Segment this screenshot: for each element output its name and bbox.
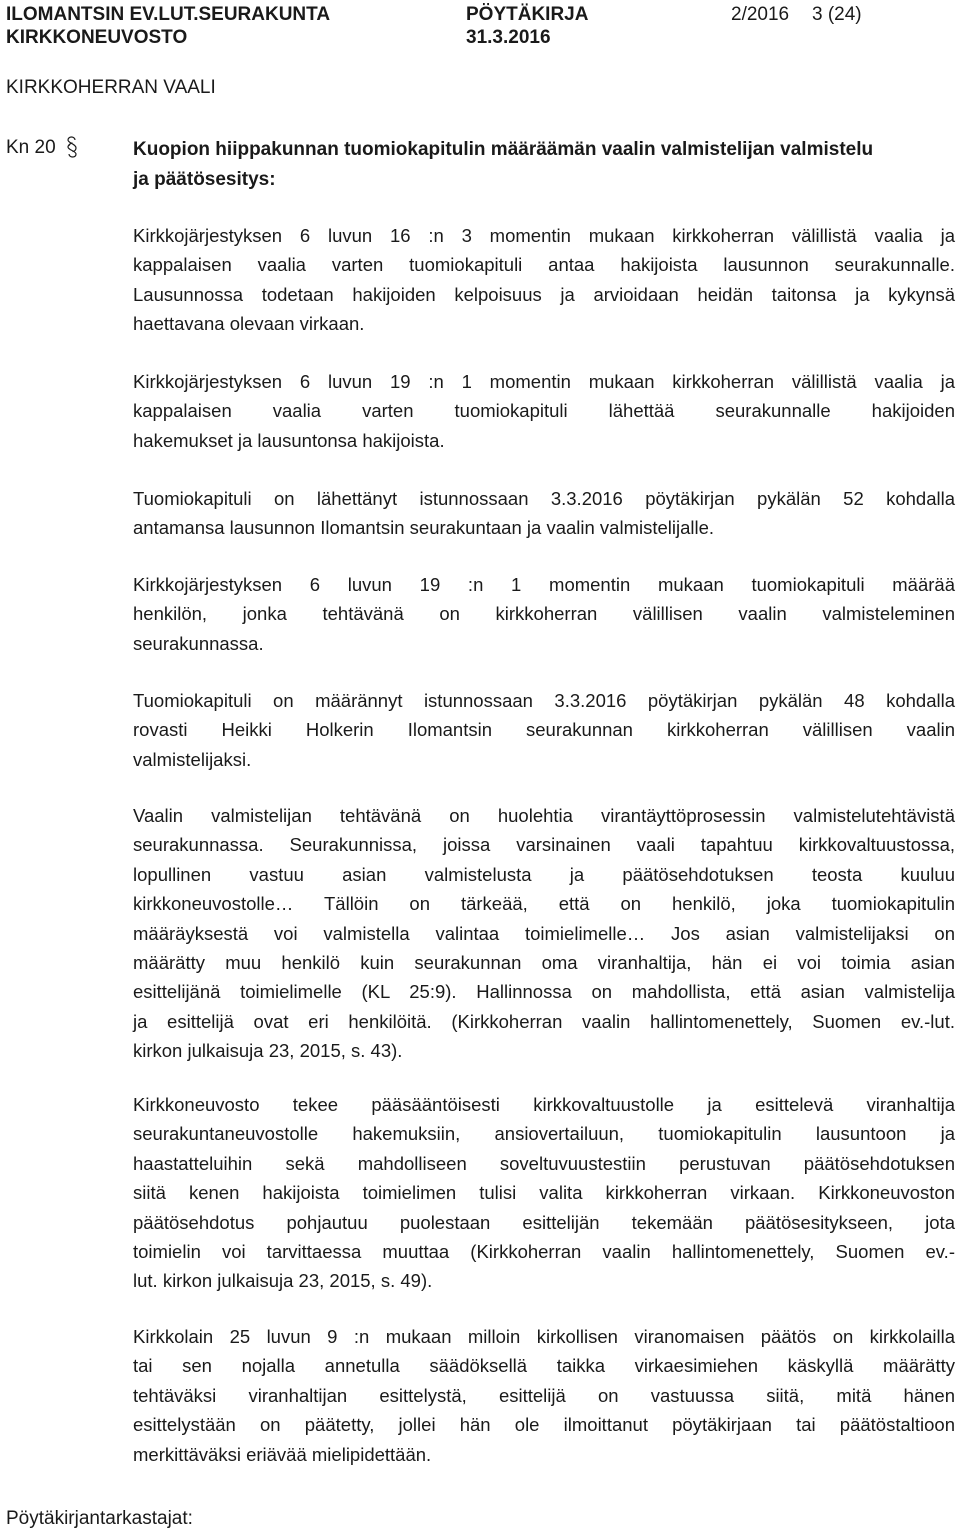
paragraph-line: Tuomiokapituli on lähettänyt istunnossaan 3.3.2016 pöytäkirjan pykälän 52 kohdalla: [133, 488, 955, 509]
paragraph: [133, 484, 955, 543]
paragraph-line: henkilön, jonka tehtävänä on kirkkoherran välillisen vaalin valmisteleminen: [133, 603, 955, 625]
meeting-date: 31.3.2016: [466, 27, 551, 48]
case-title: [133, 135, 873, 195]
paragraph-line: lopullinen vastuu asian valmistelusta ja päätösehdotuksen teosta kuuluu: [133, 863, 955, 885]
paragraph-line: Lausunnossa todetaan hakijoiden kelpoisuus ja arvioidaan heidän taitonsa ja kykynsä: [133, 283, 955, 305]
body-name: KIRKKONEUVOSTO: [6, 27, 188, 48]
paragraph-line: haettavana olevaan virkaan.: [133, 313, 365, 335]
paragraph-line: Kirkkojärjestyksen 6 luvun 16 :n 3 momentin mukaan kirkkoherran välillistä vaalia ja: [133, 225, 955, 246]
page-number: 3 (24): [812, 4, 862, 25]
paragraph-line: lut. kirkon julkaisuja 23, 2015, s. 49).: [133, 1270, 433, 1292]
paragraph-line: seurakunnassa. Seurakunnissa, joissa varsinainen vaali tapahtuu kirkkovaltuustossa,: [133, 834, 955, 856]
paragraph-line: antamansa lausunnon Ilomantsin seurakuntaan ja vaalin valmistelijalle.: [133, 517, 715, 539]
paragraph-line: Tuomiokapituli on määrännyt istunnossaan 3.3.2016 pöytäkirjan pykälän 48 kohdalla: [133, 690, 955, 711]
paragraph-line: seurakuntaneuvostolle hakemuksiin, ansiovertailuun, tuomiokapitulin lausuntoon ja: [133, 1123, 955, 1145]
paragraph-line: kappalaisen vaalia varten tuomiokapituli antaa hakijoista lausunnon seurakunnalle.: [133, 254, 955, 276]
document-type: PÖYTÄKIRJA: [466, 4, 589, 25]
footer-label: Pöytäkirjantarkastajat:: [6, 1508, 193, 1529]
document-number: 2/2016: [731, 4, 790, 25]
paragraph-line: siitä kenen hakijoista toimielimen tulisi valita kirkkoherran virkaan. Kirkkoneuvoston: [133, 1182, 955, 1204]
paragraph-line: päätösehdotus pohjautuu puolestaan esittelijän tekemään päätösesitykseen, jota: [133, 1211, 955, 1233]
paragraph-line: haastatteluihin sekä mahdolliseen soveltuvuustestiin perustuvan päätösehdotuksen: [133, 1152, 955, 1174]
paragraph: [133, 570, 955, 658]
paragraph: [133, 221, 955, 339]
section-title: KIRKKOHERRAN VAALI: [6, 77, 216, 98]
case-title-line: Kuopion hiippakunnan tuomiokapitulin määräämän vaalin valmistelijan valmistelu: [133, 139, 874, 160]
case-title-line: ja päätösesitys:: [133, 169, 276, 190]
paragraph-line: esittelijänä toimielimelle (KL 25:9). Hallinnossa on mahdollista, että asian valmistelija: [133, 981, 955, 1003]
paragraph: [133, 1090, 955, 1296]
paragraph-line: määräyksestä voi valmistella valintaa toimielimelle… Jos asian valmistelijaksi on: [133, 922, 955, 944]
paragraph-line: Vaalin valmistelijan tehtävänä on huolehtia virantäyttöprosessin valmistelutehtävistä: [133, 805, 955, 826]
section-mark-icon: [64, 135, 80, 164]
paragraph-line: merkittäväksi eriävää mielipidettään.: [133, 1443, 432, 1465]
paragraph-line: kappalaisen vaalia varten tuomiokapituli lähettää seurakunnalle hakijoiden: [133, 400, 955, 422]
paragraph: [133, 801, 955, 1066]
paragraph-line: toimielin voi tarvittaessa muuttaa (Kirkkoherran vaalin hallintomenettely, Suomen ev.-: [133, 1241, 955, 1263]
paragraph-line: valmistelijaksi.: [133, 748, 252, 770]
paragraph-line: hakemukset ja lausuntonsa hakijoista.: [133, 429, 445, 451]
paragraph: [133, 367, 955, 455]
paragraph: [133, 1322, 955, 1469]
paragraph-line: tai sen nojalla annetulla säädöksellä taikka virkaesimiehen käskyllä määrätty: [133, 1355, 955, 1377]
paragraph-line: esittelystään on päätetty, jollei hän ole ilmoittanut pöytäkirjaan tai päätöstaltioon: [133, 1414, 955, 1436]
organization-name: ILOMANTSIN EV.LUT.SEURAKUNTA: [6, 4, 331, 25]
paragraph-line: Kirkkojärjestyksen 6 luvun 19 :n 1 momentin mukaan tuomiokapituli määrää: [133, 574, 955, 595]
paragraph-line: ja esittelijä ovat eri henkilöitä. (Kirkkoherran vaalin hallintomenettely, Suomen ev.-lut.: [133, 1010, 955, 1032]
paragraph-line: kirkon julkaisuja 23, 2015, s. 43).: [133, 1040, 403, 1062]
paragraph: [133, 686, 955, 774]
paragraph-line: kirkkoneuvostolle… Tällöin on tärkeää, että on henkilö, joka tuomiokapitulin: [133, 893, 955, 915]
case-number: Kn 20: [6, 137, 56, 158]
paragraph-line: rovasti Heikki Holkerin Ilomantsin seurakunnan kirkkoherran välillisen vaalin: [133, 719, 955, 741]
paragraph-line: määrätty muu henkilö kuin seurakunnan oma viranhaltija, hän ei voi toimia asian: [133, 952, 955, 974]
paragraph-line: Kirkkojärjestyksen 6 luvun 19 :n 1 momentin mukaan kirkkoherran välillistä vaalia ja: [133, 371, 955, 392]
paragraph-line: Kirkkolain 25 luvun 9 :n mukaan milloin kirkollisen viranomaisen päätös on kirkkolailla: [133, 1326, 955, 1347]
paragraph-line: Kirkkoneuvosto tekee pääsääntöisesti kirkkovaltuustolle ja esittelevä viranhaltija: [133, 1094, 955, 1115]
paragraph-line: tehtäväksi viranhaltijan esittelystä, esittelijä on vastuussa siitä, mitä hänen: [133, 1384, 955, 1406]
paragraph-line: seurakunnassa.: [133, 632, 264, 654]
